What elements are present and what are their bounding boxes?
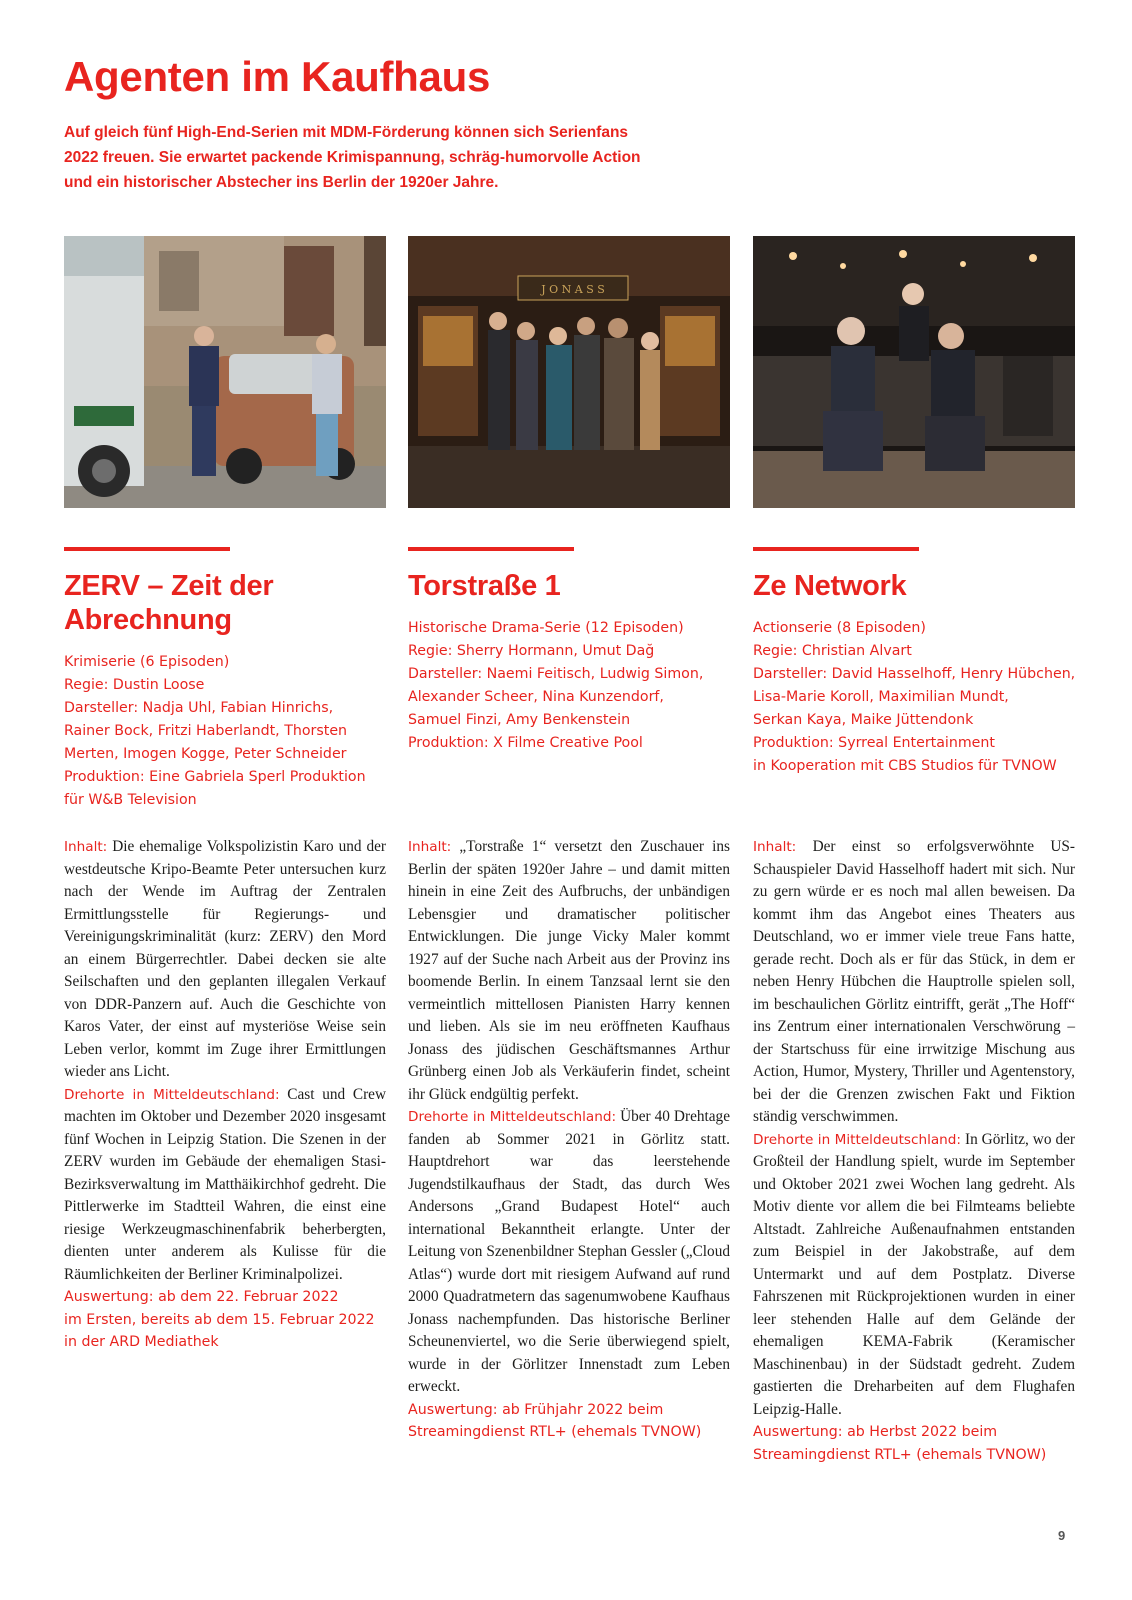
series-credits xyxy=(64,651,386,812)
cast-line: Serkan Kaya, Maike Jüttendonk xyxy=(753,712,974,728)
article-title: Agenten im Kaufhaus xyxy=(64,53,491,100)
release-line: Auswertung: ab Herbst 2022 beim xyxy=(753,1424,998,1440)
cast-line: Darsteller: Nadja Uhl, Fabian Hinrichs, xyxy=(64,700,334,716)
cast-line: Darsteller: Naemi Feitisch, Ludwig Simon, xyxy=(408,666,704,682)
production-line: Produktion: X Filme Creative Pool xyxy=(408,735,643,751)
series-title: ZERV – Zeit der Abrechnung xyxy=(64,570,274,636)
director: Regie: Sherry Hormann, Umut Dağ xyxy=(408,643,655,659)
torstrasse-photo xyxy=(408,236,730,508)
genre: Actionserie (8 Episoden) xyxy=(753,620,926,636)
director: Regie: Dustin Loose xyxy=(64,677,205,693)
synopsis-paragraph xyxy=(64,836,386,1084)
locations-label: Drehorte in Mitteldeutschland: xyxy=(64,1086,280,1103)
cast-line: Darsteller: David Hasselhoff, Henry Hübchen, xyxy=(753,666,1076,682)
release-info xyxy=(64,1286,386,1354)
ze-network-photo xyxy=(753,236,1075,508)
locations-label: Drehorte in Mitteldeutschland: xyxy=(408,1109,617,1125)
synopsis-text: Die ehemalige Volkspolizistin Karo und der westdeutsche Kripo-Beamte Peter untersuchen kurz nach der Wende im Auftrag der Zentralen Ermittlungsstelle für Regierungs- und Vereinigungskriminalität (kurz: ZERV) den Mord an einem Bürgerrechtler. Dabei decken sie alte Seilschaften und den geplanten illegalen Verkauf von DDR-Panzern auf. Auch die Geschichte von Karos Vater, der einst auf mysteriöse Weise sein Leben verlor, kommt im Zuge ihrer Ermittlungen wieder ans Licht. xyxy=(64,838,386,1080)
synopsis-text: „Torstraße 1“ versetzt den Zuschauer ins Berlin der späten 1920er Jahre – und damit mitten hinein in eine Zeit des Aufbruchs, der unbändigen Lebensgier und dramatischer politischer Entwicklungen. Die junge Vicky Maler kommt 1927 auf der Suche nach Arbeit aus der Provinz ins boomende Berlin. In einem Tanzsaal lernt sie den vermeintlich mittellosen Pianisten Harry kennen und lieben. Als sie im neu eröffneten Kaufhaus Jonass des jüdischen Geschäftsmannes Arthur Grünberg einen Job als Verkäuferin findet, scheint ihr Glück endgültig perfekt. xyxy=(408,838,730,1103)
production-line: in Kooperation mit CBS Studios für TVNOW xyxy=(753,758,1057,774)
series-body-torstrasse xyxy=(408,836,730,1444)
synopsis-text: Der einst so erfolgsverwöhnte US-Schauspieler David Hasselhoff hadert mit sich. Nur zu gern würde er es noch mal allen beweisen. Da kommt ihm das Angebot eines Theaters aus Deutschland, wo er immer viele treue Fans hatte, gerade recht. Doch als er für das Stück, in dem er neben Henry Hübchen die Hauptrolle spielen soll, im beschaulichen Görlitz eintrifft, gerät „The Hoff“ ins Zentrum einer internationalen Verschwörung – der Startschuss für eine irrwitzige Mischung aus Action, Humor, Mystery, Thriller und Agentenstory, bei der die Grenzen zwischen Fakt und Fiktion ständig verschwimmen. xyxy=(753,838,1075,1125)
series-column-torstrasse xyxy=(408,236,730,755)
section-rule xyxy=(408,547,574,551)
genre: Historische Drama-Serie (12 Episoden) xyxy=(408,620,684,636)
series-body-ze-network xyxy=(753,836,1075,1466)
cast-line: Samuel Finzi, Amy Benkenstein xyxy=(408,712,631,728)
release-line: Streamingdienst RTL+ (ehemals TVNOW) xyxy=(753,1446,1047,1463)
release-line: Auswertung: ab Frühjahr 2022 beim xyxy=(408,1401,664,1418)
director: Regie: Christian Alvart xyxy=(753,643,912,659)
locations-text: In Görlitz, wo der Großteil der Handlung spielt, wurde im September und Oktober 2021 zwei Wochen lang gedreht. Als Motiv diente vor allem die bei Filmteams beliebte Altstadt. Zahlreiche Außenaufnahmen entstanden zum Beispiel in der Jakobstraße, auf dem Untermarkt und auf dem Postplatz. Diverse Fahrszenen mit Rückprojektionen wurden in einer leer stehenden Halle auf dem Gelände der ehemaligen KEMA-Fabrik (Keramischer Maschinenbau) in der Südstadt gedreht. Zudem gastierten die Dreharbeiten auf dem Flughafen Leipzig-Halle. xyxy=(753,1130,1075,1418)
release-line: in der ARD Mediathek xyxy=(64,1334,219,1350)
series-credits xyxy=(753,617,1075,778)
locations-text: Über 40 Drehtage fanden ab Sommer 2021 in Görlitz statt. Hauptdrehort war das leerstehende Jugendstilkaufhaus der Stadt, das durch Wes Andersons „Grand Budapest Hotel“ auch international Bekanntheit erlangte. Unter der Leitung von Szenenbildner Stephan Gessler („Cloud Atlas“) wurde dort mit riesigem Aufwand auf rund 2000 Quadratmetern das sagenumwobene Kaufhaus Jonass nachempfunden. Das historische Berliner Scheunenviertel, wo die Serie überwiegend spielt, wurde in der Görlitzer Innenstadt zum Leben erweckt. xyxy=(408,1108,730,1395)
zerv-photo xyxy=(64,236,386,508)
synopsis-label: Inhalt: xyxy=(753,839,797,855)
synopsis-paragraph xyxy=(753,836,1075,1129)
locations-text: Cast und Crew machten im Oktober und Dezember 2020 insgesamt fünf Wochen in Leipzig Station. Die Szenen in der ZERV wurden im Gebäude der ehemaligen Stasi-Bezirksverwaltung im Matthäikirchhof gedreht. Die Pittlerwerke im Stadtteil Wahren, die einst eine riesige Werkzeugmaschinenfabrik beherbergten, dienten unter anderem als Kulisse für die Räumlichkeiten der Berliner Kriminalpolizei. xyxy=(64,1085,386,1283)
series-title: Ze Network xyxy=(753,570,907,602)
release-info xyxy=(408,1399,730,1444)
page-number: 9 xyxy=(1058,1528,1066,1543)
series-column-zerv xyxy=(64,236,386,812)
article-lead: Auf gleich fünf High-End-Serien mit MDM-Förderung können sich Serienfans 2022 freuen. Sie erwartet packende Krimispannung, schräg-humorvolle Action und ein historischer Abstecher ins Berlin der 1920er Jahre. xyxy=(64,124,641,191)
cast-line: Rainer Bock, Fritzi Haberlandt, Thorsten xyxy=(64,723,348,739)
synopsis-paragraph xyxy=(408,836,730,1106)
cast-line: Lisa-Marie Koroll, Maximilian Mundt, xyxy=(753,689,1009,705)
synopsis-label: Inhalt: xyxy=(408,839,452,855)
locations-paragraph xyxy=(753,1129,1075,1422)
store-sign-text: J O N A S S xyxy=(541,283,605,296)
locations-paragraph xyxy=(408,1106,730,1399)
production-line: Produktion: Syrreal Entertainment xyxy=(753,735,995,751)
section-rule xyxy=(64,547,230,551)
series-title: Torstraße 1 xyxy=(408,570,561,602)
release-line: Streamingdienst RTL+ (ehemals TVNOW) xyxy=(408,1424,702,1440)
production-line: für W&B Television xyxy=(64,792,197,808)
release-line: im Ersten, bereits ab dem 15. Februar 2022 xyxy=(64,1311,375,1328)
synopsis-label: Inhalt: xyxy=(64,839,108,855)
series-credits xyxy=(408,617,730,755)
cast-line: Alexander Scheer, Nina Kunzendorf, xyxy=(408,689,664,705)
production-line: Produktion: Eine Gabriela Sperl Produktion xyxy=(64,769,366,785)
series-column-ze-network xyxy=(753,236,1075,778)
series-body-zerv xyxy=(64,836,386,1354)
locations-label: Drehorte in Mitteldeutschland: xyxy=(753,1131,961,1148)
release-line: Auswertung: ab dem 22. Februar 2022 xyxy=(64,1289,339,1305)
locations-paragraph xyxy=(64,1084,386,1287)
release-info xyxy=(753,1421,1075,1466)
section-rule xyxy=(753,547,919,551)
genre: Krimiserie (6 Episoden) xyxy=(64,654,230,670)
cast-line: Merten, Imogen Kogge, Peter Schneider xyxy=(64,746,347,762)
